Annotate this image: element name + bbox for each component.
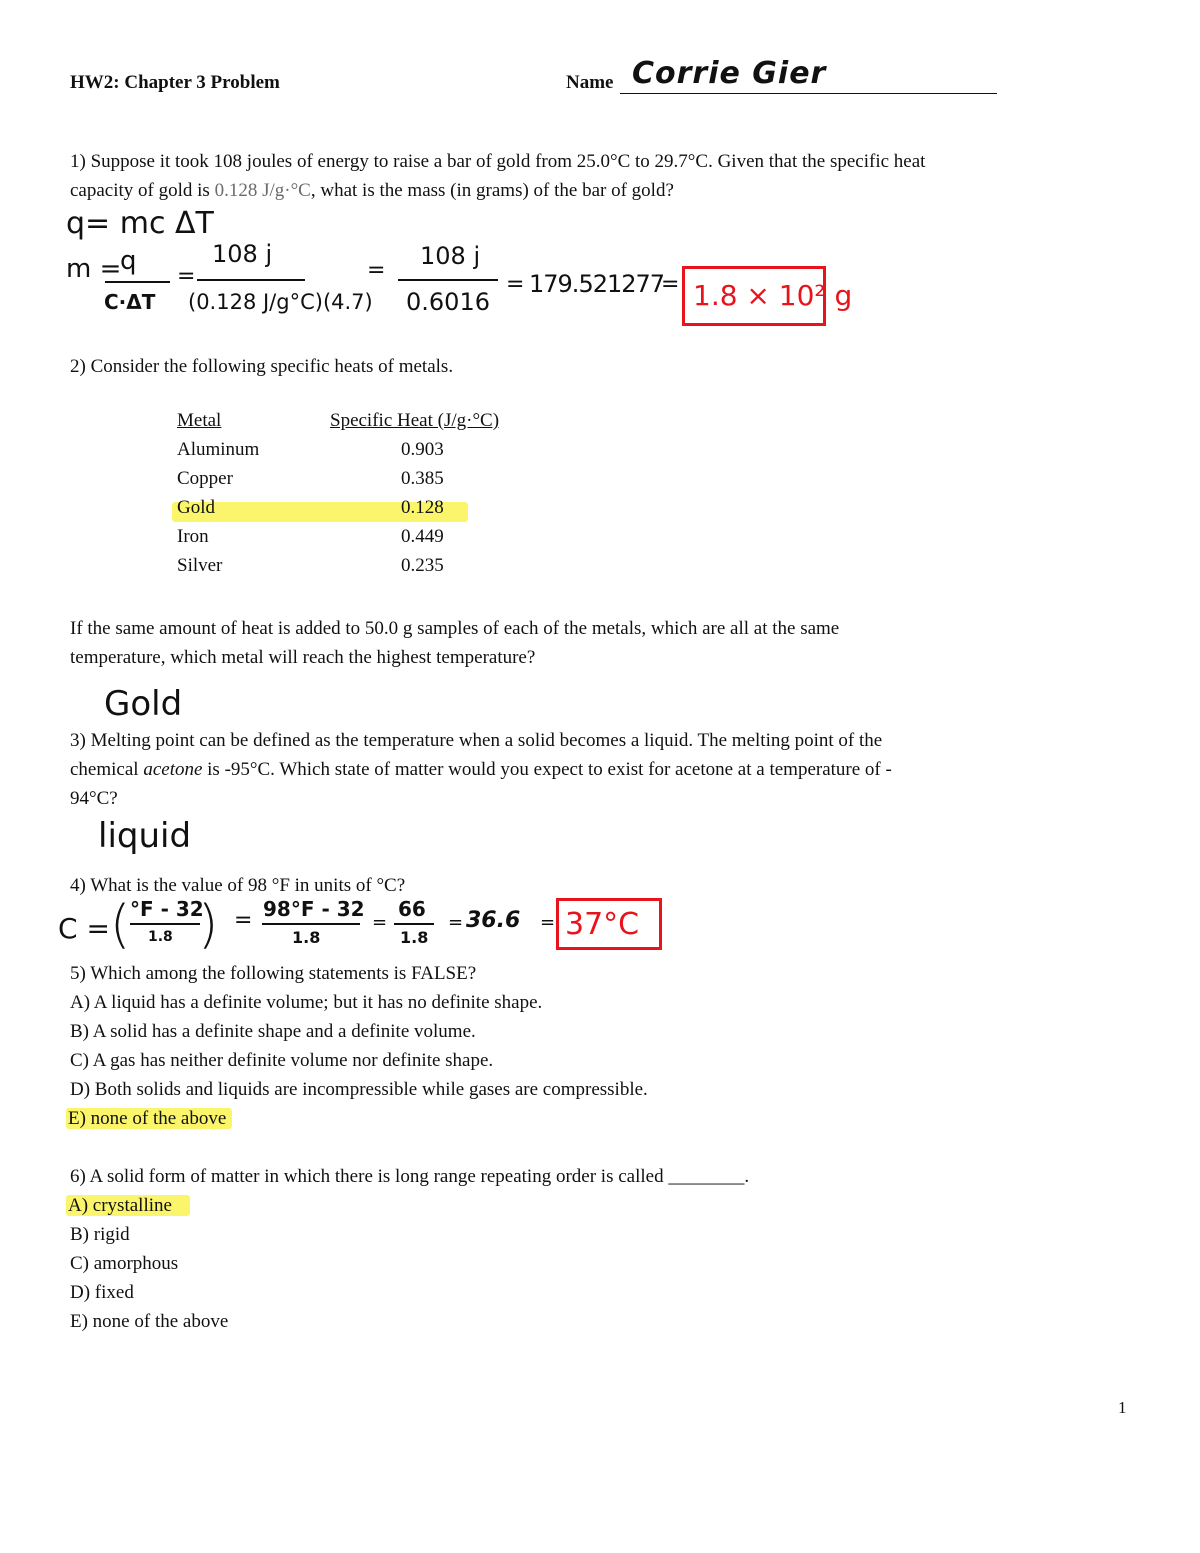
q4-fraction-bar-2 bbox=[262, 923, 360, 925]
q4-paren-left: ( bbox=[110, 895, 131, 955]
q5-option-a: A) A liquid has a definite volume; but it has no definite shape. bbox=[70, 992, 543, 1013]
q4-f3-numerator: 66 bbox=[398, 897, 426, 921]
q4-equals-4: = bbox=[540, 912, 556, 933]
q5-option-e-label: E) none of the above bbox=[66, 1108, 232, 1129]
page-number: 1 bbox=[1118, 1398, 1127, 1417]
q1-step2-numerator: 108 j bbox=[420, 242, 481, 270]
table-cell-metal: Iron bbox=[177, 526, 209, 547]
q1-fraction-bar-3 bbox=[398, 279, 498, 281]
q1-text-line1: 1) Suppose it took 108 joules of energy to raise a bar of gold from 25.0°C to 29.7°C. Given that the specific heat bbox=[70, 151, 926, 172]
q2-follow-line2: temperature, which metal will reach the highest temperature? bbox=[70, 647, 536, 668]
q4-paren-right: ) bbox=[198, 895, 219, 955]
q6-option-b: B) rigid bbox=[70, 1224, 130, 1245]
q1-text-line2-post: , what is the mass (in grams) of the bar of gold? bbox=[310, 180, 674, 201]
table-cell-metal: Gold bbox=[177, 497, 215, 518]
table-cell-metal: Copper bbox=[177, 468, 233, 489]
q1-fraction-bar-1 bbox=[105, 281, 170, 283]
table-cell-metal: Silver bbox=[177, 555, 223, 576]
name-label: Name bbox=[566, 72, 614, 93]
q1-step2-denominator: 0.6016 bbox=[406, 288, 490, 316]
student-name-handwritten: Corrie Gier bbox=[632, 56, 827, 91]
q3-line2 bbox=[70, 755, 892, 784]
q6-option-a-selected bbox=[66, 1191, 190, 1220]
table-header-metal: Metal bbox=[177, 410, 222, 431]
q4-equals-2: = bbox=[372, 912, 388, 933]
q1-given-heat-capacity: 0.128 J/g·°C bbox=[214, 180, 311, 201]
table-header-specific-heat: Specific Heat (J/g·°C) bbox=[330, 410, 500, 431]
q4-f2-denominator: 1.8 bbox=[292, 928, 321, 947]
q5-option-b: B) A solid has a definite shape and a definite volume. bbox=[70, 1021, 476, 1042]
q6-option-e: E) none of the above bbox=[70, 1311, 229, 1332]
q4-c-label: C = bbox=[58, 912, 110, 945]
table-cell-metal: Aluminum bbox=[177, 439, 260, 460]
q3-answer-handwritten: liquid bbox=[98, 816, 192, 856]
q4-f1-denominator: 1.8 bbox=[148, 929, 173, 945]
table-cell-value: 0.235 bbox=[401, 555, 444, 576]
q1-text-line2-pre: capacity of gold is bbox=[70, 180, 215, 201]
q4-text: 4) What is the value of 98 °F in units of °C? bbox=[70, 875, 406, 896]
q4-final-answer: 37°C bbox=[565, 907, 640, 942]
q4-equals-1: = bbox=[234, 908, 253, 933]
q5-option-d: D) Both solids and liquids are incompressible while gases are compressible. bbox=[70, 1079, 648, 1100]
q1-equals-2: = bbox=[367, 258, 386, 283]
name-line bbox=[620, 93, 997, 94]
q4-f2-numerator: 98°F - 32 bbox=[263, 897, 365, 921]
q3-line2-post: is -95°C. Which state of matter would you expect to exist for acetone at a temperature of - bbox=[202, 759, 892, 780]
q3-acetone: acetone bbox=[143, 759, 203, 780]
q1-formula: q= mc ΔT bbox=[66, 206, 214, 241]
q1-m-denominator: C·ΔT bbox=[104, 290, 156, 314]
q4-f3-denominator: 1.8 bbox=[400, 928, 429, 947]
q2-answer-handwritten: Gold bbox=[104, 684, 183, 724]
q1-step1-denominator: (0.128 J/g°C)(4.7) bbox=[188, 290, 373, 314]
table-cell-value: 0.449 bbox=[401, 526, 444, 547]
q4-fraction-bar-3 bbox=[394, 923, 434, 925]
q1-fraction-bar-2 bbox=[197, 279, 305, 281]
table-cell-value: 0.903 bbox=[401, 439, 444, 460]
q1-equals-3: = bbox=[506, 272, 525, 297]
q1-equals-1: = bbox=[177, 264, 196, 289]
q4-raw-result: 36.6 bbox=[466, 908, 521, 933]
q1-step1-numerator: 108 j bbox=[212, 240, 273, 268]
q4-f1-numerator: °F - 32 bbox=[130, 897, 204, 921]
q6-option-c: C) amorphous bbox=[70, 1253, 179, 1274]
q4-final-answer-box bbox=[556, 898, 662, 950]
table-cell-value: 0.385 bbox=[401, 468, 444, 489]
q1-raw-result: 179.521277 bbox=[529, 270, 665, 298]
q1-m-label: m = bbox=[66, 254, 122, 284]
q3-line1: 3) Melting point can be defined as the temperature when a solid becomes a liquid. The melting point of the bbox=[70, 730, 883, 751]
q2-text: 2) Consider the following specific heats of metals. bbox=[70, 356, 454, 377]
q4-equals-3: = bbox=[448, 912, 464, 933]
q1-final-answer-box bbox=[682, 266, 853, 326]
table-cell-value: 0.128 bbox=[401, 497, 444, 518]
q5-text: 5) Which among the following statements is FALSE? bbox=[70, 963, 477, 984]
q3-line3: 94°C? bbox=[70, 788, 118, 809]
q6-option-d: D) fixed bbox=[70, 1282, 134, 1303]
q4-fraction-bar-1 bbox=[130, 923, 200, 925]
q6-option-a-label: A) crystalline bbox=[66, 1195, 190, 1216]
q2-follow-line1: If the same amount of heat is added to 50.0 g samples of each of the metals, which are all at the same bbox=[70, 618, 840, 639]
q5-option-e-selected bbox=[66, 1104, 232, 1133]
q1-final-answer: 1.8 × 10² g bbox=[693, 279, 853, 312]
q6-text: 6) A solid form of matter in which there is long range repeating order is called ________. bbox=[70, 1166, 750, 1187]
document-title: HW2: Chapter 3 Problem bbox=[70, 72, 280, 93]
q1-m-numerator: q bbox=[120, 246, 137, 276]
q5-option-c: C) A gas has neither definite volume nor definite shape. bbox=[70, 1050, 494, 1071]
q1-text-line2 bbox=[70, 176, 674, 205]
q1-equals-4: = bbox=[661, 272, 680, 297]
q3-line2-pre: chemical bbox=[70, 759, 144, 780]
